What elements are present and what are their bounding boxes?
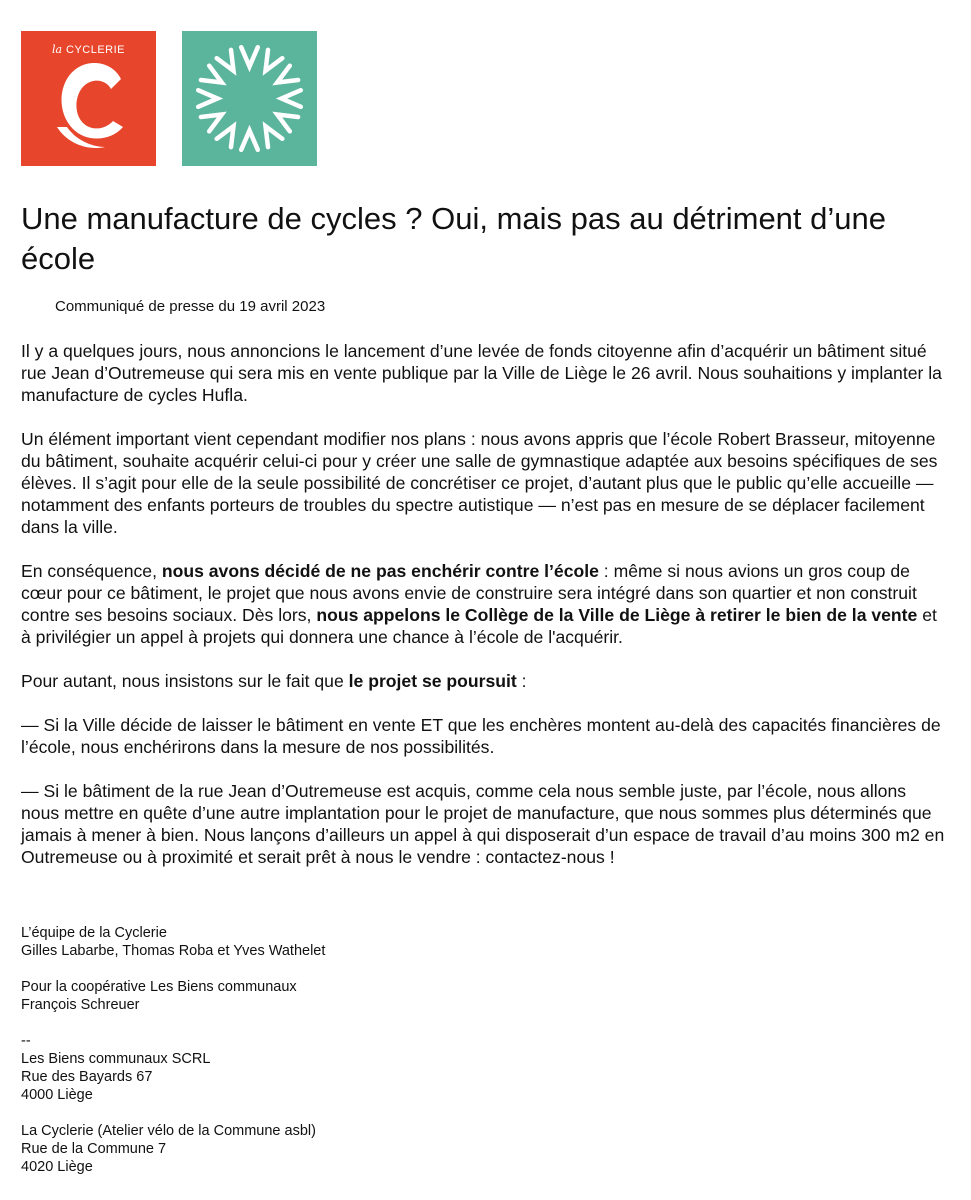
org2-address	[21, 1122, 621, 1176]
emphasis: le projet se poursuit	[348, 671, 517, 691]
cyclerie-logo-name: CYCLERIE	[66, 44, 126, 56]
paragraph-4: Pour autant, nous insistons sur le fait que le projet se poursuit :	[21, 671, 527, 691]
org2-street: Rue de la Commune 7	[21, 1141, 167, 1157]
cyclerie-logo	[21, 31, 156, 166]
org1-street: Rue des Bayards 67	[21, 1069, 153, 1085]
paragraph-2: Un élément important vient cependant modifier nos plans : nous avons appris que l’école Robert Brasseur, mitoyenne du bâtiment, souhaite acquérir celui-ci pour y créer une salle de gymnastique adaptée aux besoins spécifiques de ses élèves. Il s’agit pour elle de la seule possibilité de concrétiser ce projet, d’autant plus que le public qu’elle accueille — notamment des enfants porteurs de troubles du spectre autistique — n’est pas en mesure de se déplacer facilement dans la ville.	[21, 429, 938, 537]
cyclerie-logo-small-text: la	[52, 43, 63, 56]
org2-city: 4020 Liège	[21, 1159, 93, 1175]
paragraph-6: — Si le bâtiment de la rue Jean d’Outremeuse est acquis, comme cela nous semble juste, par l’école, nous allons nous mettre en quête d’une autre implantation pour le projet de manufacture, que nous sommes plus déterminés que jamais à mener à bien. Nous lançons d’ailleurs un appel à qui disposerait d’un espace de travail d’au moins 300 m2 en Outremeuse ou à proximité et serait prêt à nous le vendre : contactez-nous !	[21, 781, 945, 867]
press-release-date: Communiqué de presse du 19 avril 2023	[55, 298, 326, 315]
biens-communaux-logo	[182, 31, 317, 166]
article-body	[21, 340, 946, 890]
signature-coop	[21, 978, 621, 1014]
biens-logo-bg	[182, 31, 317, 166]
org1-city: 4000 Liège	[21, 1087, 93, 1103]
paragraph-5: — Si la Ville décide de laisser le bâtiment en vente ET que les enchères montent au-delà des capacités financières de l’école, nous enchérirons dans la mesure de nos possibilités.	[21, 715, 941, 757]
signature-block	[21, 924, 621, 1194]
separator: --	[21, 1033, 31, 1049]
emphasis: nous avons décidé de ne pas enchérir contre l’école	[161, 561, 599, 581]
paragraph-1: Il y a quelques jours, nous annoncions le lancement d’une levée de fonds citoyenne afin d’acquérir un bâtiment situé rue Jean d’Outremeuse qui sera mis en vente publique par la Ville de Liège le 26 avril. Nous souhaitions y implanter la manufacture de cycles Hufla.	[21, 341, 942, 405]
team-line: L’équipe de la Cyclerie	[21, 925, 167, 941]
emphasis: nous appelons le Collège de la Ville de Liège à retirer le bien de la vente	[316, 605, 918, 625]
logos	[21, 31, 317, 166]
paragraph-3: En conséquence, nous avons décidé de ne pas enchérir contre l’école : même si nous avions un gros coup de cœur pour ce bâtiment, le projet que nous avons envie de construire sera intégré dans son quartier et non construit contre ses besoins sociaux. Dès lors, nous appelons le Collège de la Ville de Liège à retirer le bien de la vente et à privilégier un appel à projets qui donnera une chance à l’école de l'acquérir.	[21, 561, 937, 647]
org1-name: Les Biens communaux SCRL	[21, 1051, 211, 1067]
coop-name: François Schreuer	[21, 997, 140, 1013]
org2-name: La Cyclerie (Atelier vélo de la Commune asbl)	[21, 1123, 316, 1139]
signature-team	[21, 924, 621, 960]
org1-address	[21, 1032, 621, 1104]
team-names: Gilles Labarbe, Thomas Roba et Yves Wathelet	[21, 943, 326, 959]
coop-line: Pour la coopérative Les Biens communaux	[21, 979, 297, 995]
page-title: Une manufacture de cycles ? Oui, mais pas au détriment d’une école	[21, 201, 887, 276]
